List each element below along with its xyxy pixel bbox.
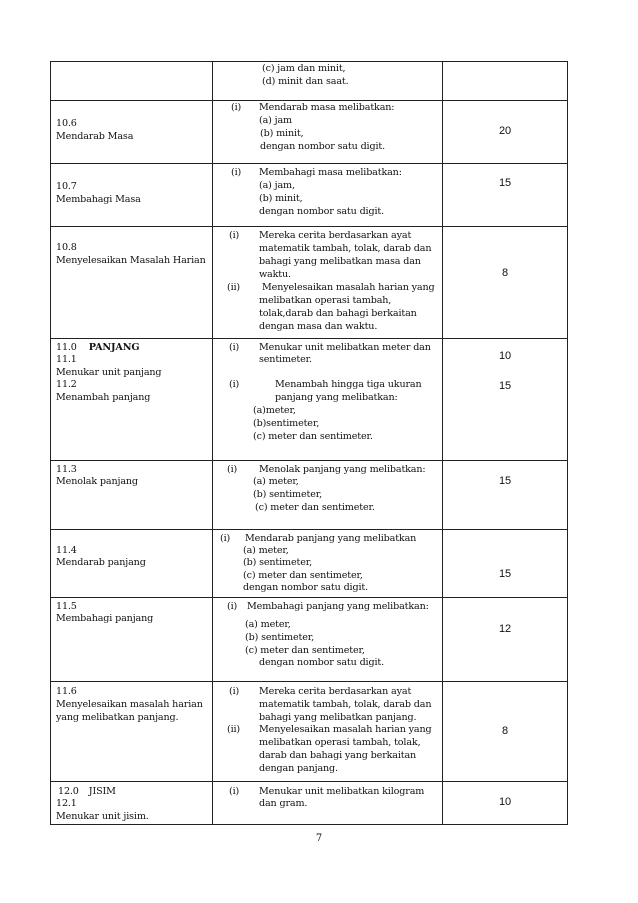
topic-title: Menyelesaikan Masalah Harian	[56, 255, 206, 266]
hours-value: 8	[502, 267, 508, 279]
standard-text: dengan panjang.	[259, 763, 338, 774]
topic-number: 12.1	[56, 798, 77, 809]
topic-title: Membahagi Masa	[56, 194, 141, 205]
standard-text: dan gram.	[259, 798, 308, 809]
item-marker: (i)	[229, 230, 240, 241]
learning-standard-cell	[213, 101, 443, 164]
table-row	[51, 164, 568, 227]
hours-value: 15	[499, 568, 511, 580]
topic-cell	[51, 598, 213, 682]
standard-text: Menukar unit melibatkan meter dan	[259, 342, 431, 353]
table-row	[51, 62, 568, 101]
table-row	[51, 101, 568, 164]
standard-text: bahagi yang melibatkan panjang.	[259, 712, 417, 723]
topic-cell	[51, 339, 213, 461]
topic-cell	[51, 227, 213, 339]
standard-text: tolak,darab dan bahagi berkaitan	[259, 308, 417, 319]
hours-cell	[443, 62, 568, 101]
topic-title: Menukar unit panjang	[56, 367, 162, 378]
hours-value: 15	[499, 475, 511, 487]
learning-standard-cell	[213, 682, 443, 782]
standard-text: Menyelesaikan masalah harian yang	[259, 724, 432, 735]
topic-title: Membahagi panjang	[56, 613, 154, 624]
standard-text: dengan nombor satu digit.	[259, 657, 384, 668]
topic-number: 10.6	[56, 118, 77, 129]
standard-text: bahagi yang melibatkan masa dan	[259, 256, 421, 267]
table-row	[51, 461, 568, 530]
standard-text: (c) jam dan minit,	[262, 63, 346, 74]
learning-standard-cell	[213, 164, 443, 227]
topic-heading	[58, 786, 116, 798]
topic-title: Mendarab panjang	[56, 557, 146, 568]
table-row	[51, 682, 568, 782]
hours-cell	[443, 782, 568, 825]
topic-number: 11.4	[56, 545, 77, 556]
standard-text: melibatkan operasi tambah,	[259, 295, 392, 306]
hours-value: 12	[499, 623, 511, 635]
learning-standard-cell	[213, 339, 443, 461]
learning-standard-cell	[213, 530, 443, 598]
topic-number: 10.7	[56, 181, 77, 192]
topic-heading-title: PANJANG	[88, 342, 140, 353]
topic-title: Menambah panjang	[56, 392, 151, 403]
hours-cell	[443, 530, 568, 598]
hours-cell	[443, 461, 568, 530]
topic-cell	[51, 461, 213, 530]
topic-title: Menukar unit jisim.	[56, 811, 149, 822]
standard-text: (a)meter,	[253, 405, 296, 416]
standard-text: Mereka cerita berdasarkan ayat	[259, 230, 412, 241]
topic-heading-number: 11.0	[56, 342, 77, 353]
hours-cell	[443, 339, 568, 461]
topic-heading-number: 12.0	[58, 786, 79, 797]
standard-text: sentimeter.	[259, 354, 312, 365]
topic-heading	[56, 342, 139, 354]
standard-text: Membahagi masa melibatkan:	[259, 167, 402, 178]
standard-text: melibatkan operasi tambah, tolak,	[259, 737, 421, 748]
topic-title: Menolak panjang	[56, 476, 138, 487]
page-number: 7	[315, 833, 323, 844]
topic-cell	[51, 164, 213, 227]
topic-number: 11.6	[56, 686, 77, 697]
hours-value: 15	[499, 380, 511, 392]
learning-standard-cell	[213, 461, 443, 530]
standard-text: waktu.	[259, 269, 291, 280]
standard-text: (a) meter,	[245, 619, 291, 630]
standard-text: Menyelesaikan masalah harian yang	[262, 282, 435, 293]
table-row	[51, 782, 568, 825]
standard-text: dengan masa dan waktu.	[259, 321, 378, 332]
learning-standard-cell	[213, 62, 443, 101]
standard-text: Membahagi panjang yang melibatkan:	[247, 601, 429, 612]
standard-text: (c) meter dan sentimeter.	[253, 431, 373, 442]
hours-cell	[443, 598, 568, 682]
topic-number: 11.5	[56, 601, 77, 612]
topic-title: Menyelesaikan masalah harian	[56, 699, 203, 710]
standard-text: Mendarab panjang yang melibatkan	[245, 533, 417, 544]
hours-value: 15	[499, 177, 511, 189]
learning-standard-cell	[213, 598, 443, 682]
topic-number: 10.8	[56, 242, 77, 253]
standard-text: Mendarab masa melibatkan:	[259, 102, 395, 113]
item-marker: (i)	[229, 686, 240, 697]
topic-cell	[51, 682, 213, 782]
topic-cell	[51, 530, 213, 598]
hours-cell	[443, 682, 568, 782]
learning-standard-cell	[213, 782, 443, 825]
hours-value: 10	[499, 796, 511, 808]
standard-text: (c) meter dan sentimeter,	[243, 570, 363, 581]
hours-value: 10	[499, 350, 511, 362]
item-marker: (ii)	[227, 724, 241, 735]
standard-text: (b) sentimeter,	[253, 489, 323, 500]
standard-text: Menukar unit melibatkan kilogram	[259, 786, 425, 797]
topic-cell	[51, 62, 213, 101]
item-marker: (i)	[227, 464, 238, 475]
item-marker: (ii)	[227, 282, 241, 293]
topic-title: Mendarab Masa	[56, 131, 134, 142]
table-row	[51, 598, 568, 682]
learning-standard-cell	[213, 227, 443, 339]
item-marker: (i)	[229, 786, 240, 797]
standard-text: (b) sentimeter,	[243, 557, 313, 568]
standard-text: Menambah hingga tiga ukuran	[275, 379, 422, 390]
standard-text: (c) meter dan sentimeter.	[255, 502, 375, 513]
standard-text: (d) minit dan saat.	[262, 76, 349, 87]
standard-text: dengan nombor satu digit.	[259, 206, 384, 217]
item-marker: (i)	[231, 102, 242, 113]
item-marker: (i)	[229, 342, 240, 353]
topic-number: 11.2	[56, 379, 77, 390]
standard-text: dengan nombor satu digit.	[260, 141, 385, 152]
topic-title: yang melibatkan panjang.	[56, 712, 179, 723]
standard-text: (b) minit,	[260, 128, 304, 139]
standard-text: matematik tambah, tolak, darab dan	[259, 699, 432, 710]
standard-text: dengan nombor satu digit.	[243, 582, 368, 593]
syllabus-table	[50, 61, 568, 825]
item-marker: (i)	[229, 379, 240, 390]
topic-cell	[51, 101, 213, 164]
item-marker: (i)	[231, 167, 242, 178]
hours-cell	[443, 227, 568, 339]
table-row	[51, 339, 568, 461]
standard-text: (a) jam,	[259, 180, 295, 191]
hours-cell	[443, 164, 568, 227]
item-marker: (i)	[220, 533, 231, 544]
topic-heading-title: JISIM	[88, 786, 116, 797]
table-row	[51, 530, 568, 598]
standard-text: matematik tambah, tolak, darab dan	[259, 243, 432, 254]
standard-text: (c) meter dan sentimeter,	[245, 645, 365, 656]
hours-value: 20	[499, 125, 511, 137]
standard-text: (a) meter,	[253, 476, 299, 487]
standard-text: (a) jam	[259, 115, 292, 126]
standard-text: (b) sentimeter,	[245, 632, 315, 643]
standard-text: (b) minit,	[259, 193, 303, 204]
table-row	[51, 227, 568, 339]
standard-text: Menolak panjang yang melibatkan:	[259, 464, 426, 475]
hours-cell	[443, 101, 568, 164]
standard-text: (b)sentimeter,	[253, 418, 320, 429]
topic-number: 11.1	[56, 354, 77, 365]
topic-cell	[51, 782, 213, 825]
standard-text: Mereka cerita berdasarkan ayat	[259, 686, 412, 697]
hours-value: 8	[502, 725, 508, 737]
item-marker: (i)	[227, 601, 238, 612]
topic-number: 11.3	[56, 464, 77, 475]
standard-text: (a) meter,	[243, 545, 289, 556]
standard-text: panjang yang melibatkan:	[275, 392, 398, 403]
standard-text: darab dan bahagi yang berkaitan	[259, 750, 417, 761]
